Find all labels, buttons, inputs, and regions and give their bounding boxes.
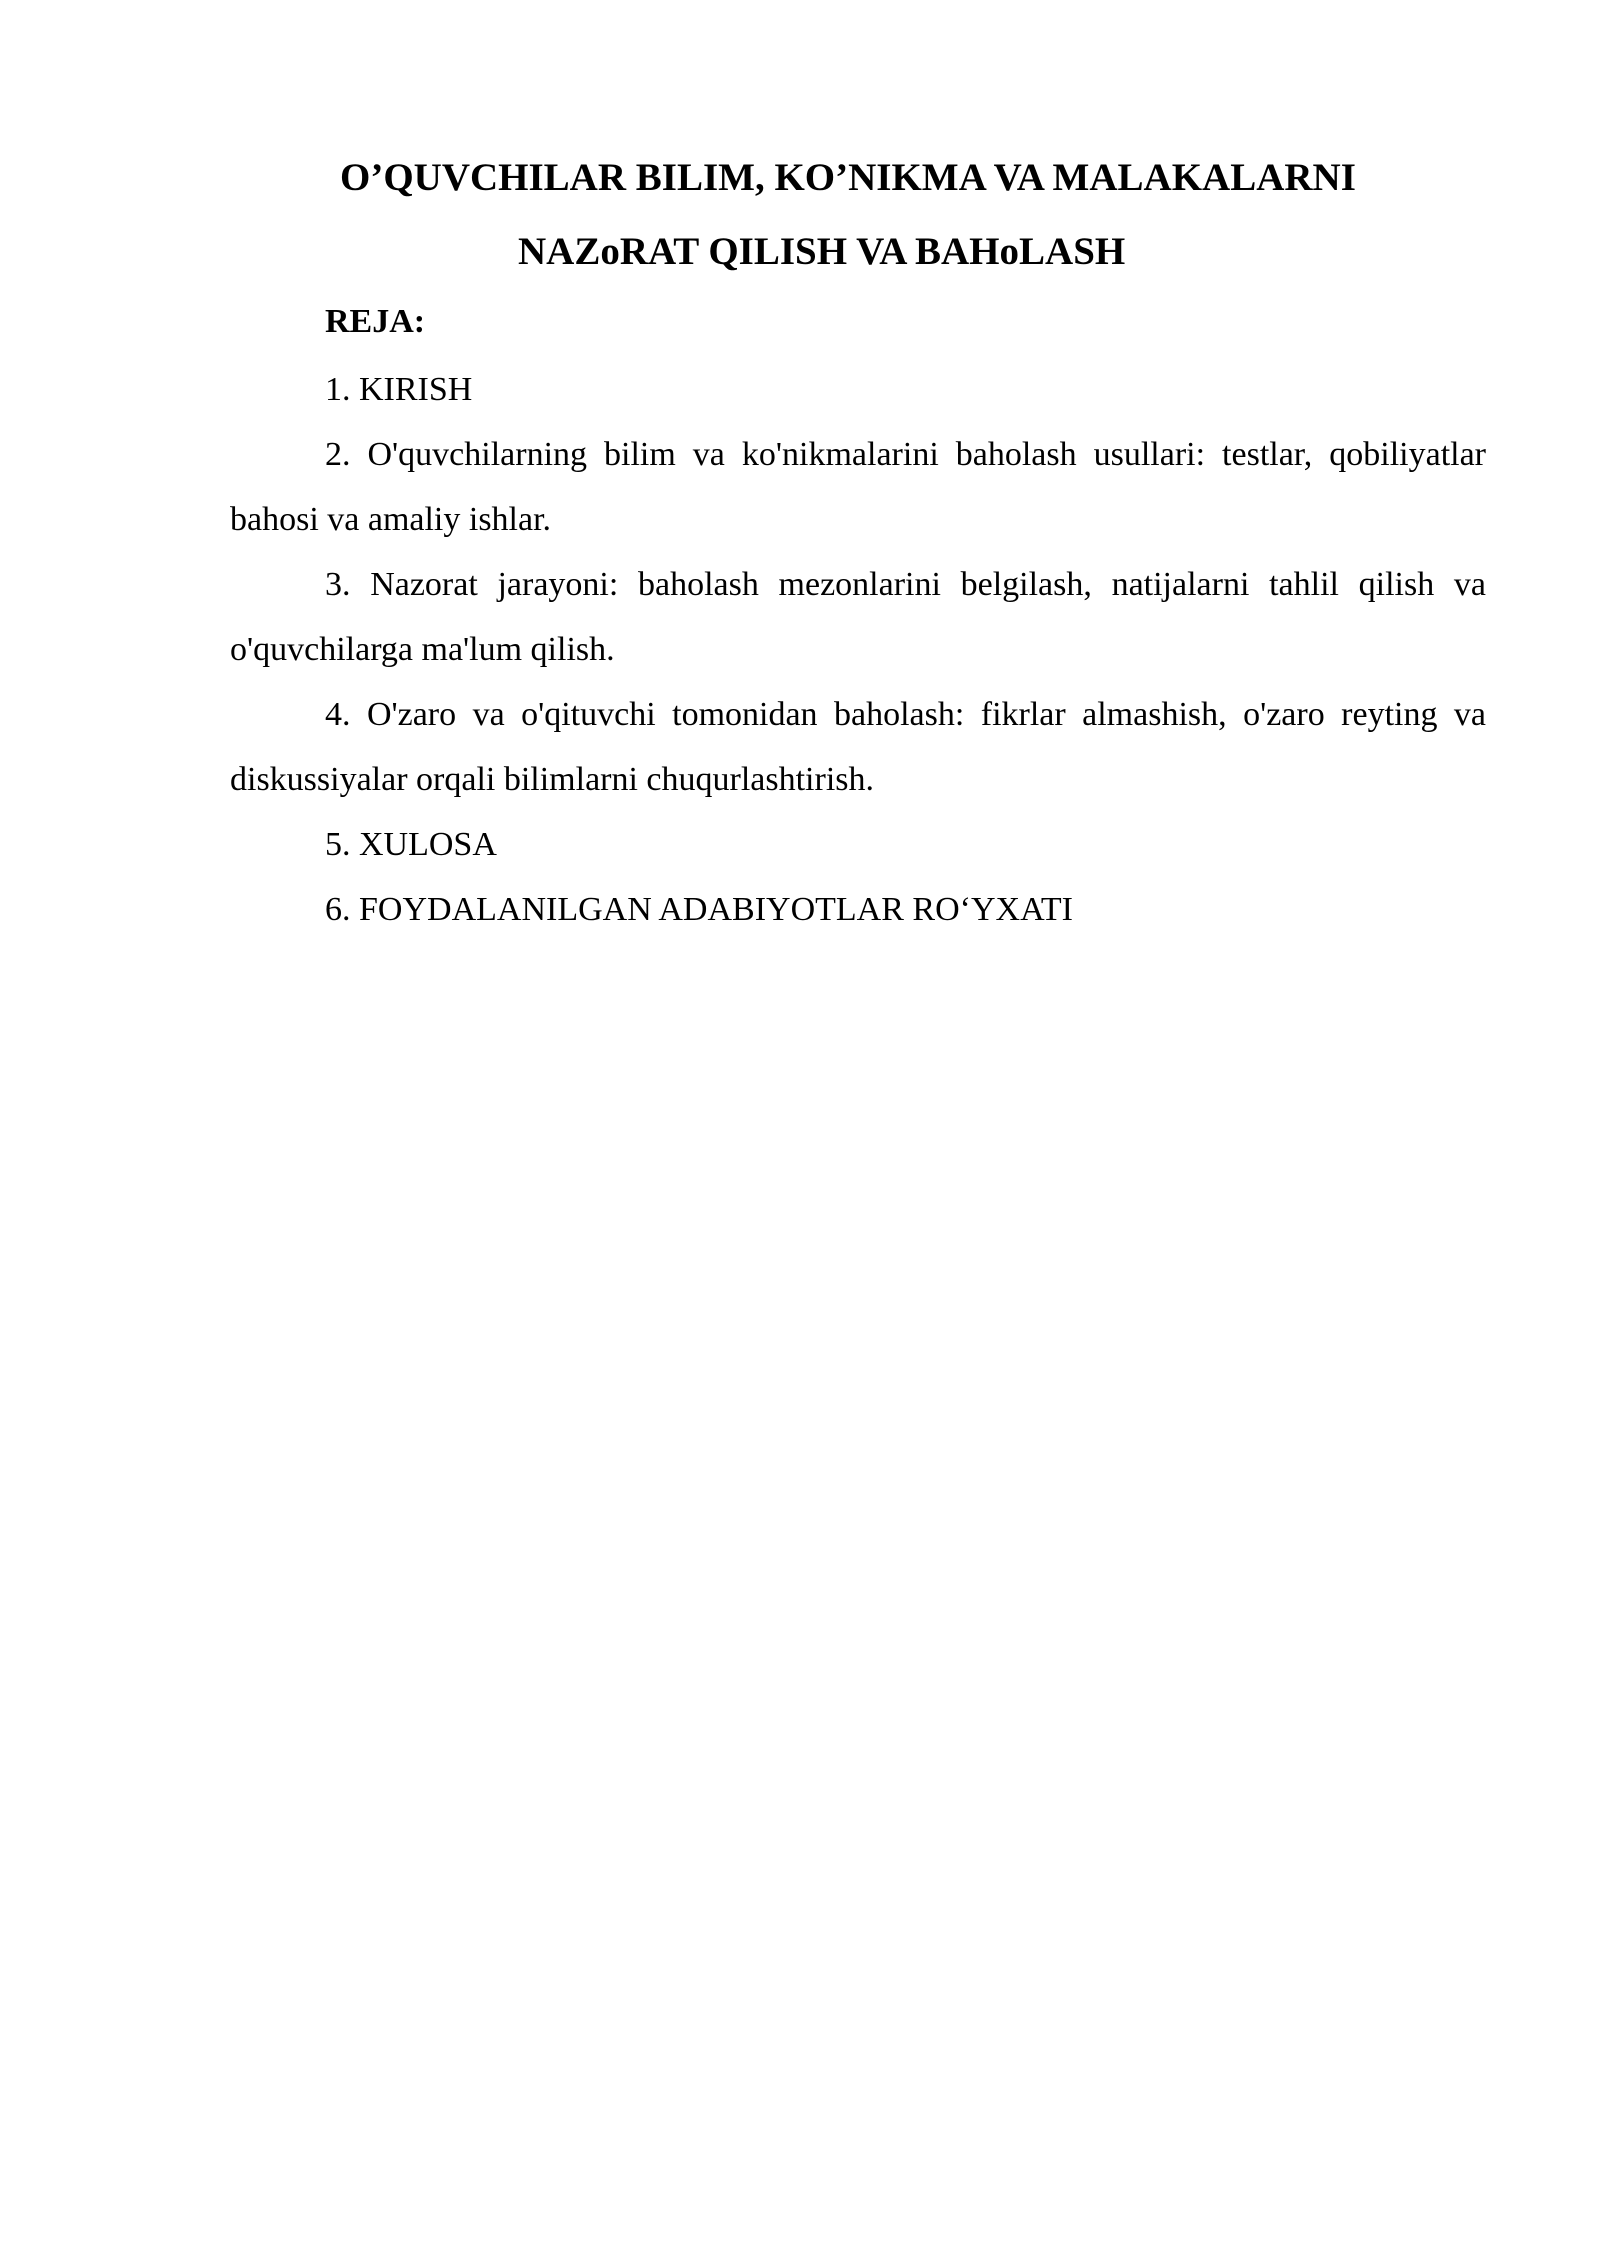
plan-item-mutual-assessment: 4. O'zaro va o'qituvchi tomonidan baholash: fikrlar almashish, o'zaro reyting va diskussiyalar orqali bilimlarni chuqurlashtirish. bbox=[230, 696, 1486, 798]
plan-heading: REJA: bbox=[325, 303, 426, 340]
plan-item-references: 6. FOYDALANILGAN ADABIYOTLAR RO‘YXATI bbox=[325, 891, 1073, 928]
plan-item-introduction: 1. KIRISH bbox=[325, 371, 473, 408]
plan-item-conclusion: 5. XULOSA bbox=[325, 826, 497, 863]
document-title-line-1: O’QUVCHILAR BILIM, KO’NIKMA VA MALAKALARNI bbox=[340, 156, 1356, 199]
document-title-line-2: NAZoRAT QILISH VA BAHoLASH bbox=[518, 230, 1126, 273]
plan-item-assessment-methods: 2. O'quvchilarning bilim va ko'nikmalarini baholash usullari: testlar, qobiliyatlar bahosi va amaliy ishlar. bbox=[230, 436, 1486, 538]
plan-item-control-process: 3. Nazorat jarayoni: baholash mezonlarini belgilash, natijalarni tahlil qilish va o'quvchilarga ma'lum qilish. bbox=[230, 566, 1486, 668]
